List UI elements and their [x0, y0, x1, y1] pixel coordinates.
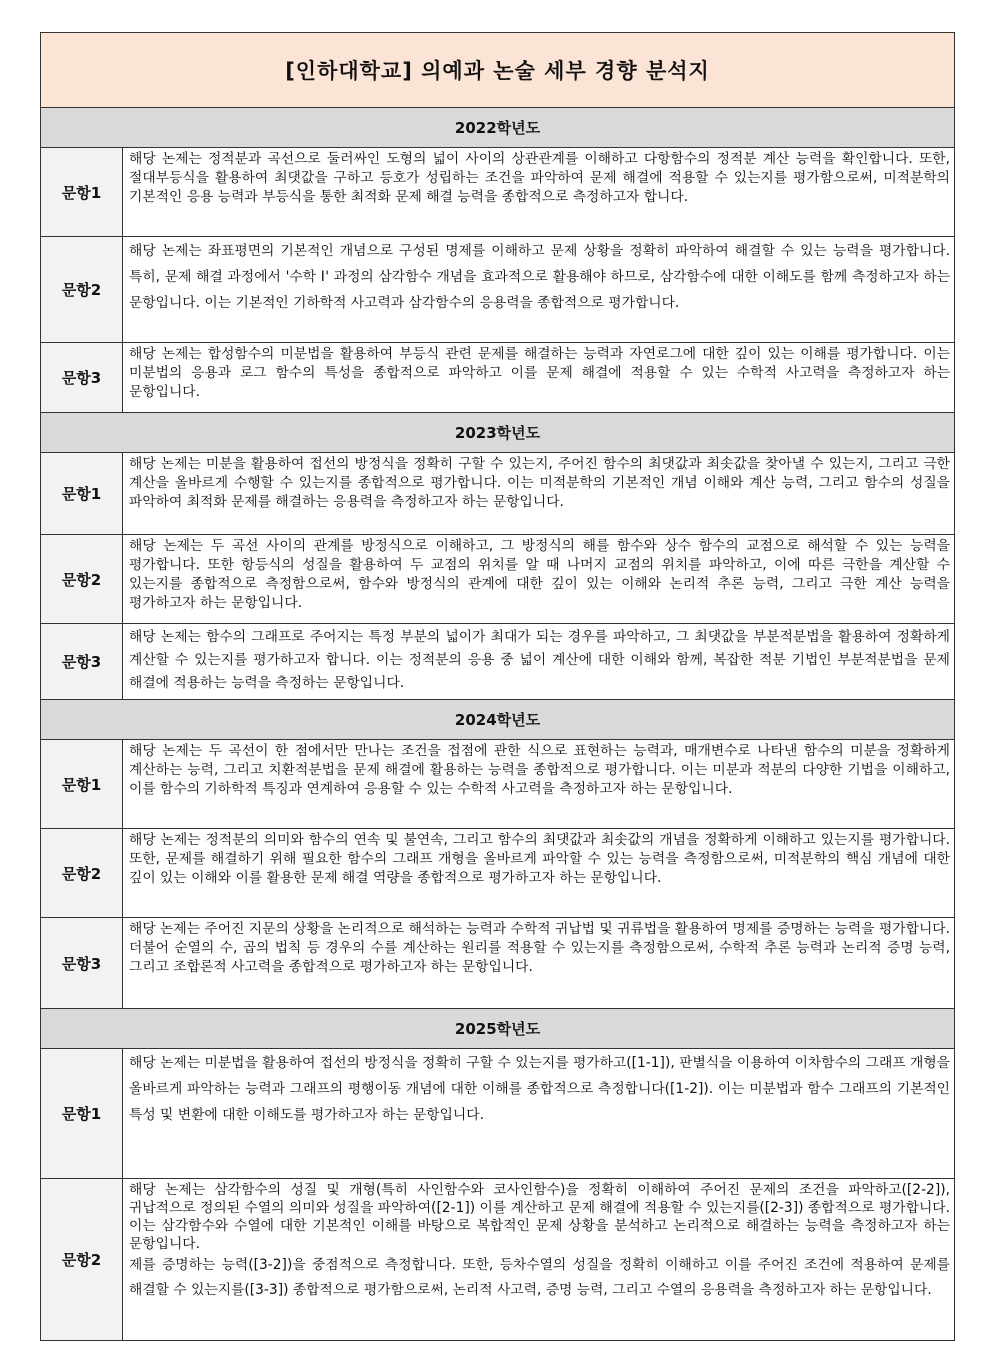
question-description: 해당 논제는 좌표평면의 기본적인 개념으로 구성된 명제를 이해하고 문제 상황을 정확히 파악하여 해결할 수 있는 능력을 평가합니다. 특히, 문제 해결 과정에서 '수학 Ⅰ' 과정의 삼각함수 개념을 효과적으로 활용해야 하므로, 삼각함수에 대한 이해도를 함께 측정하고자 하는 문항입니다. 이는 기본적인 기하학적 사고력과 삼각함수의 응용력을 종합적으로 평가합니다.: [123, 237, 955, 343]
question-description: 해당 논제는 미분을 활용하여 접선의 방정식을 정확히 구할 수 있는지, 주어진 함수의 최댓값과 최솟값을 찾아낼 수 있는지, 그리고 극한 계산을 올바르게 수행할 수 있는지를 종합적으로 평가합니다. 이는 미적분학의 기본적인 개념 이해와 계산 능력, 그리고 함수의 성질을 파악하여 최적화 문제를 해결하는 응용력을 측정하고자 하는 문항입니다.: [123, 453, 955, 535]
question-label: 문항2: [41, 535, 123, 624]
question-description: 해당 논제는 미분법을 활용하여 접선의 방정식을 정확히 구할 수 있는지를 평가하고([1-1]), 판별식을 이용하여 이차함수의 그래프 개형을 올바르게 파악하는 능력과 그래프의 평행이동 개념에 대한 이해를 종합적으로 측정합니다([1-2]). 이는 미분법과 함수 그래프의 기본적인 특성 및 변환에 대한 이해도를 평가하고자 하는 문항입니다.: [123, 1049, 955, 1179]
question-label: 문항3: [41, 624, 123, 700]
question-description: 해당 논제는 삼각함수의 성질 및 개형(특히 사인함수와 코사인함수)을 정확히 이해하여 주어진 문제의 조건을 파악하고([2-2]), 귀납적으로 정의된 수열의 의미와 성질을 파악하여([2-1]) 이를 계산하고 문제 해결에 적용할 수 있는지를([2-3]) 종합적으로 평가합니다. 이는 삼각함수와 수열에 대한 기본적인 이해를 바탕으로 복합적인 문제 상황을 분석하고 논리적으로 해결하는 능력을 측정하고자 하는 문항입니다.: [129, 1182, 950, 1252]
year-header-2024: 2024학년도: [41, 700, 955, 740]
question-description: 해당 논제는 두 곡선이 한 점에서만 만나는 조건을 접점에 관한 식으로 표현하는 능력과, 매개변수로 나타낸 함수의 미분을 정확하게 계산하는 능력, 그리고 치환적분법을 문제 해결에 활용하는 능력을 종합적으로 평가합니다. 이는 미분과 적분의 다양한 기법을 이해하고, 이를 함수의 기하학적 특징과 연계하여 응용할 수 있는 수학적 사고력을 측정하고자 하는 문항입니다.: [123, 740, 955, 829]
question-label: 문항3: [41, 343, 123, 413]
question-label: 문항2: [41, 1179, 123, 1341]
question-label: 문항1: [41, 740, 123, 829]
question-description: 해당 논제는 함수의 그래프로 주어지는 특정 부분의 넓이가 최대가 되는 경우를 파악하고, 그 최댓값을 부분적분법을 활용하여 정확하게 계산할 수 있는지를 평가하고자 합니다. 이는 정적분의 응용 중 넓이 계산에 대한 이해와 함께, 복잡한 적분 기법인 부분적분법을 문제 해결에 적용하는 능력을 측정하는 문항입니다.: [123, 624, 955, 700]
year-header-2025: 2025학년도: [41, 1009, 955, 1049]
question-description: 해당 논제는 주어진 지문의 상황을 논리적으로 해석하는 능력과 수학적 귀납법 및 귀류법을 활용하여 명제를 증명하는 능력을 평가합니다. 더불어 순열의 수, 곱의 법칙 등 경우의 수를 계산하는 원리를 적용할 수 있는지를 측정함으로써, 수학적 추론 능력과 논리적 증명 능력, 그리고 조합론적 사고력을 종합적으로 평가하고자 하는 문항입니다.: [123, 918, 955, 1009]
question-label: 문항3: [41, 918, 123, 1009]
year-header-2023: 2023학년도: [41, 413, 955, 453]
question-label: 문항2: [41, 237, 123, 343]
question-description-continued: 제를 증명하는 능력([3-2])을 중점적으로 측정합니다. 또한, 등차수열의 성질을 정확히 이해하고 이를 주어진 조건에 적용하여 문제를 해결할 수 있는지를([3-3]) 종합적으로 평가함으로써, 논리적 사고력, 증명 능력, 그리고 수열의 응용력을 측정하고자 하는 문항입니다.: [129, 1257, 950, 1298]
question-description: 해당 논제는 정적분의 의미와 함수의 연속 및 불연속, 그리고 함수의 최댓값과 최솟값의 개념을 정확하게 이해하고 있는지를 평가합니다. 또한, 문제를 해결하기 위해 필요한 함수의 그래프 개형을 올바르게 파악할 수 있는 능력을 측정함으로써, 미적분학의 핵심 개념에 대한 깊이 있는 이해와 이를 활용한 문제 해결 역량을 종합적으로 평가하고자 하는 문항입니다.: [123, 829, 955, 918]
question-description: 해당 논제는 정적분과 곡선으로 둘러싸인 도형의 넓이 사이의 상관관계를 이해하고 다항함수의 정적분 계산 능력을 확인합니다. 또한, 절대부등식을 활용하여 최댓값을 구하고 등호가 성립하는 조건을 파악하여 문제 해결에 적용할 수 있는지를 평가함으로써, 미적분학의 기본적인 응용 능력과 부등식을 통한 최적화 문제 해결 능력을 종합적으로 측정하고자 합니다.: [123, 148, 955, 237]
question-label: 문항2: [41, 829, 123, 918]
analysis-sheet: [40, 32, 954, 1341]
page-title: [인하대학교] 의예과 논술 세부 경향 분석지: [41, 33, 955, 108]
question-description: 해당 논제는 두 곡선 사이의 관계를 방정식으로 이해하고, 그 방정식의 해를 함수와 상수 함수의 교점으로 해석할 수 있는 능력을 평가합니다. 또한 항등식의 성질을 활용하여 두 교점의 위치를 알 때 나머지 교점의 위치를 파악하고, 이에 따른 극한을 계산할 수 있는지를 종합적으로 측정함으로써, 함수와 방정식의 관계에 대한 깊이 있는 이해와 논리적 추론 능력, 그리고 극한 계산 능력을 평가하고자 하는 문항입니다.: [123, 535, 955, 624]
question-label: 문항1: [41, 453, 123, 535]
question-description-group: [123, 1179, 955, 1341]
analysis-table: [40, 32, 955, 1341]
question-description: 해당 논제는 합성함수의 미분법을 활용하여 부등식 관련 문제를 해결하는 능력과 자연로그에 대한 깊이 있는 이해를 평가합니다. 이는 미분법의 응용과 로그 함수의 특성을 종합적으로 파악하고 이를 문제 해결에 적용할 수 있는 수학적 사고력을 측정하고자 하는 문항입니다.: [123, 343, 955, 413]
question-label: 문항1: [41, 1049, 123, 1179]
year-header-2022: 2022학년도: [41, 108, 955, 148]
question-label: 문항1: [41, 148, 123, 237]
